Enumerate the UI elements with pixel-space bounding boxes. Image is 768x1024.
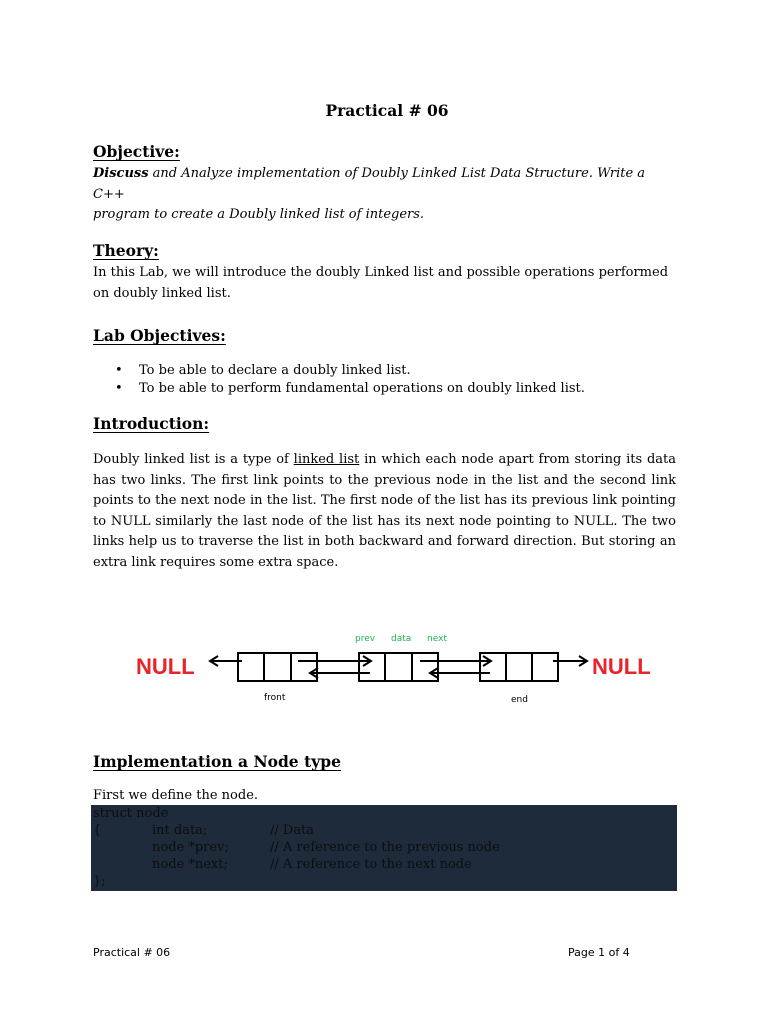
code-line-2-comment: // Data — [270, 823, 315, 838]
objective-lead: Discuss — [93, 166, 149, 181]
lab-objectives-heading: Lab Objectives: — [93, 326, 226, 345]
objective-text — [93, 164, 676, 226]
implementation-intro: First we define the node. — [93, 788, 259, 803]
code-line-4-comment: // A reference to the next node — [270, 857, 472, 872]
theory-heading: Theory: — [93, 241, 159, 260]
introduction-heading: Introduction: — [93, 414, 210, 433]
implementation-heading: Implementation a Node type — [93, 752, 341, 771]
node-middle — [359, 653, 438, 681]
doubly-linked-list-diagram — [130, 625, 660, 710]
code-line-3-stmt: node *prev; — [152, 840, 229, 855]
objective-heading: Objective: — [93, 142, 180, 161]
code-line-2-brace: { — [93, 823, 102, 838]
bullet-icon: • — [115, 381, 123, 396]
theory-text — [93, 263, 676, 304]
list-item-text: To be able to declare a doubly linked list. — [139, 363, 411, 378]
objective-line2: program to create a Doubly linked list of integers. — [93, 207, 425, 222]
list-item — [93, 362, 585, 380]
null-right-label: NULL — [592, 654, 651, 679]
footer-page-number: Page 1 of 4 — [568, 946, 630, 959]
next-label: next — [427, 634, 447, 644]
node-end — [480, 653, 558, 681]
theory-line2: on doubly linked list. — [93, 285, 231, 301]
end-label: end — [511, 695, 528, 705]
introduction-text — [93, 450, 676, 573]
node-front — [238, 653, 317, 681]
intro-text-after: in which each node apart from storing its data has two links. The first link points to the previous node in the list and the second link points to the next node in the list. The first node of the list has its previous link pointing to NULL similarly the last node of the list has its next node pointing to NULL. The two links help us to traverse the list in both backward and forward direction. But storing an extra link requires some extra space. — [93, 452, 676, 570]
footer-left: Practical # 06 — [93, 946, 171, 959]
page-title: Practical # 06 — [325, 101, 449, 120]
data-label: data — [391, 634, 412, 644]
code-block — [91, 805, 677, 891]
objective-line1: and Analyze implementation of Doubly Linked List Data Structure. Write a C++ — [93, 166, 646, 202]
list-item — [93, 380, 585, 398]
prev-label: prev — [355, 634, 376, 644]
code-line-5: }; — [93, 874, 106, 889]
code-line-3-comment: // A reference to the previous node — [270, 840, 500, 855]
bullet-icon: • — [115, 363, 123, 378]
code-line-2-stmt: int data; — [152, 823, 208, 838]
null-left-label: NULL — [136, 654, 195, 679]
linked-list-link[interactable]: linked list — [293, 452, 360, 467]
theory-line1: In this Lab, we will introduce the doubly Linked list and possible operations performed — [93, 265, 669, 280]
lab-objectives-list — [93, 362, 585, 398]
code-line-4-stmt: node *next; — [152, 857, 228, 872]
list-item-text: To be able to perform fundamental operations on doubly linked list. — [139, 381, 585, 396]
front-label: front — [264, 693, 286, 703]
code-line-1: struct node — [93, 806, 169, 821]
intro-text-before: Doubly linked list is a type of — [93, 452, 294, 467]
